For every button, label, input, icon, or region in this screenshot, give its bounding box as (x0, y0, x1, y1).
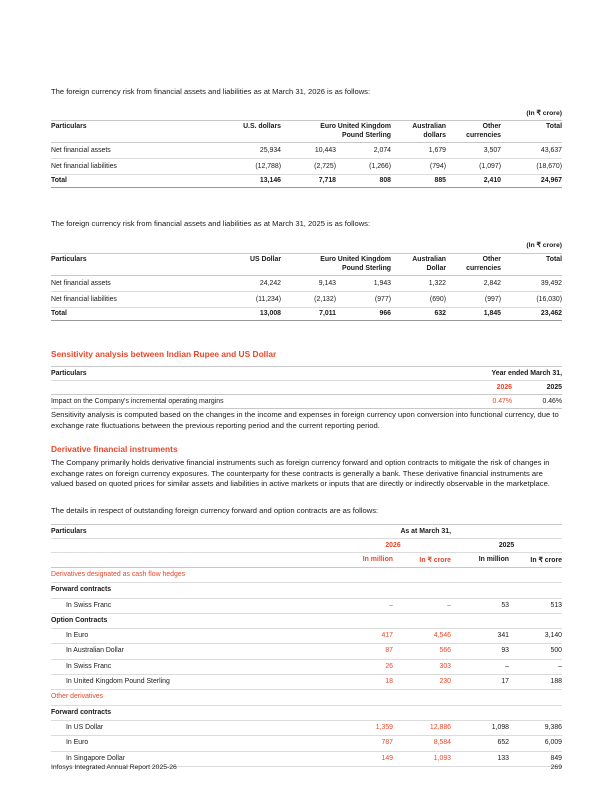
cell (335, 583, 393, 598)
cell: (997) (446, 292, 501, 308)
cell: 188 (550, 678, 562, 686)
cell: 566 (439, 647, 451, 655)
row-label: In Swiss Franc (66, 662, 112, 670)
cell: 2,074 (336, 143, 391, 159)
cell: (2,132) (281, 292, 336, 308)
sensitivity-heading: Sensitivity analysis between Indian Rupee and US Dollar (51, 349, 277, 359)
row-label: In United Kingdom Pound Sterling (66, 678, 170, 686)
col-header: Euro (281, 254, 336, 276)
row-label: Net financial liabilities (51, 159, 226, 175)
cell: (11,234) (226, 292, 281, 308)
cell (393, 568, 451, 583)
cell (451, 705, 509, 720)
col-header: Australian Dollar (391, 254, 446, 276)
cell: (1,097) (446, 159, 501, 175)
derivatives-table (51, 524, 562, 767)
table-row (51, 292, 562, 308)
year-2025: 2025 (546, 384, 562, 391)
cell (393, 583, 451, 598)
section-row (51, 705, 562, 720)
col-header: Particulars (51, 254, 226, 276)
cell: (690) (391, 292, 446, 308)
cell: 149 (381, 754, 393, 762)
sensitivity-note: Sensitivity analysis is computed based on the changes in the income and expenses in foreign currency upon conversion into functional currency, due to exchange rate fluctuations between the previous reporting period and the current reporting period. (51, 410, 559, 430)
col-header: Total (501, 254, 562, 276)
row-label: Forward contracts (51, 586, 112, 594)
cell: (18,670) (501, 159, 562, 175)
section-row (51, 568, 562, 583)
cell: – (447, 601, 451, 609)
col-header: Other currencies (446, 121, 501, 143)
row-label: Net financial assets (51, 143, 226, 159)
col-header: Other currencies (446, 254, 501, 276)
cell (451, 568, 509, 583)
cell (509, 705, 562, 720)
unit-label: (In ₹ crore) (526, 242, 562, 249)
col-header: Particulars (51, 370, 87, 377)
cell: (794) (391, 159, 446, 175)
cell: 303 (439, 662, 451, 670)
cell (509, 613, 562, 628)
cell: 2,842 (446, 276, 501, 292)
cell: 12,886 (429, 723, 451, 731)
row-label: Impact on the Company's incremental operating margins (51, 398, 224, 405)
cell: 787 (381, 739, 393, 747)
cell: (16,030) (501, 292, 562, 308)
cell (393, 705, 451, 720)
cell (451, 690, 509, 705)
cell: 652 (497, 739, 509, 747)
cell: 0.46% (542, 398, 562, 405)
table-row (51, 659, 562, 674)
cell: 1,845 (446, 308, 501, 321)
col-header: In million (362, 556, 393, 563)
row-label: In Euro (66, 632, 89, 640)
cell: 966 (336, 308, 391, 321)
table-row (51, 720, 562, 735)
cell: 885 (391, 175, 446, 188)
row-label: In Singapore Dollar (66, 754, 125, 762)
cell (335, 690, 393, 705)
cell: 1,093 (433, 754, 451, 762)
table-row (51, 629, 562, 644)
section-row (51, 690, 562, 705)
cell: 1,359 (375, 723, 393, 731)
col-header: Year ended March 31, (491, 370, 562, 377)
cell: 23,462 (501, 308, 562, 321)
cell: 13,146 (226, 175, 281, 188)
derivatives-heading: Derivative financial instruments (51, 444, 178, 454)
cell (335, 705, 393, 720)
col-header: United Kingdom Pound Sterling (336, 254, 391, 276)
cell: 93 (501, 647, 509, 655)
cell: 1,679 (391, 143, 446, 159)
cell (509, 583, 562, 598)
cell: 7,718 (281, 175, 336, 188)
section-row (51, 613, 562, 628)
row-label: Forward contracts (51, 708, 112, 716)
cell: 1,943 (336, 276, 391, 292)
cell: – (389, 601, 393, 609)
cell: 26 (385, 662, 393, 670)
cell: – (558, 662, 562, 670)
cell (393, 613, 451, 628)
cell: 24,967 (501, 175, 562, 188)
cell: 87 (385, 647, 393, 655)
col-header: Australian dollars (391, 121, 446, 143)
cell: 9,143 (281, 276, 336, 292)
col-header: In ₹ crore (419, 557, 451, 564)
cell: 9,386 (544, 723, 562, 731)
sensitivity-table (51, 366, 562, 409)
derivatives-details-intro: The details in respect of outstanding foreign currency forward and option contracts are as follows: (51, 506, 379, 515)
col-header: United Kingdom Pound Sterling (336, 121, 391, 143)
row-label: Total (51, 175, 226, 188)
total-row (51, 308, 562, 321)
col-header: Euro (281, 121, 336, 143)
col-header: Total (501, 121, 562, 143)
cell: 632 (391, 308, 446, 321)
row-label: Derivatives designated as cash flow hedges (51, 571, 186, 578)
row-label: Option Contracts (51, 616, 108, 624)
row-label: In Swiss Franc (66, 601, 112, 609)
cell (393, 690, 451, 705)
cell: (12,788) (226, 159, 281, 175)
table-row (51, 644, 562, 659)
cell: 13,008 (226, 308, 281, 321)
row-label: Net financial assets (51, 276, 226, 292)
section-row (51, 583, 562, 598)
cell: 8,584 (433, 739, 451, 747)
cell: 24,242 (226, 276, 281, 292)
table-row (51, 675, 562, 690)
cell: – (505, 662, 509, 670)
year-2026: 2026 (496, 384, 512, 391)
derivatives-paragraph: The Company primarily holds derivative financial instruments such as foreign currency forward and option contracts to mitigate the risk of changes in exchange rates on foreign currency exposures. The counterparty for these contracts is generally a bank. These derivative financial instruments are valued based on quoted prices for similar assets and liabilities in active markets or inputs that are directly or indirectly observable in the marketplace. (51, 458, 550, 488)
cell: 43,637 (501, 143, 562, 159)
fx-risk-table-2026 (51, 120, 562, 188)
cell (335, 613, 393, 628)
row-label: Total (51, 308, 226, 321)
cell: 3,507 (446, 143, 501, 159)
cell: 4,546 (433, 632, 451, 640)
table-row (51, 736, 562, 751)
col-header: In ₹ crore (530, 557, 562, 564)
cell: 230 (439, 678, 451, 686)
cell: 6,009 (544, 739, 562, 747)
cell: 500 (550, 647, 562, 655)
col-header: Particulars (51, 528, 87, 535)
cell: 10,443 (281, 143, 336, 159)
intro-2025: The foreign currency risk from financial assets and liabilities as at March 31, 2025 is as follows: (51, 219, 371, 228)
cell (451, 583, 509, 598)
footer-title: Infosys Integrated Annual Report 2025-26 (51, 764, 177, 771)
page-number: 269 (550, 764, 562, 771)
cell: (2,725) (281, 159, 336, 175)
table-row (51, 276, 562, 292)
cell (451, 613, 509, 628)
total-row (51, 175, 562, 188)
col-header: US Dollar (226, 254, 281, 276)
cell (509, 690, 562, 705)
row-label: Other derivatives (51, 693, 104, 701)
cell: 808 (336, 175, 391, 188)
col-header: Particulars (51, 121, 226, 143)
cell: 133 (497, 754, 509, 762)
cell: 341 (497, 632, 509, 640)
cell: 53 (501, 601, 509, 609)
cell: 7,011 (281, 308, 336, 321)
fx-risk-table-2025 (51, 253, 562, 321)
cell: (977) (336, 292, 391, 308)
cell: 18 (385, 678, 393, 686)
cell: 25,934 (226, 143, 281, 159)
cell: 17 (501, 678, 509, 686)
row-label: In US Dollar (66, 723, 104, 731)
row-label: In Euro (66, 739, 89, 747)
intro-2026: The foreign currency risk from financial assets and liabilities as at March 31, 2026 is as follows: (51, 87, 371, 96)
cell: 0.47% (492, 398, 512, 405)
cell: 2,410 (446, 175, 501, 188)
row-label: In Australian Dollar (66, 647, 124, 655)
table-row (51, 159, 562, 175)
cell: 1,098 (491, 723, 509, 731)
cell (335, 568, 393, 583)
col-header: In million (478, 556, 509, 563)
table-row (51, 395, 562, 409)
cell: (1,266) (336, 159, 391, 175)
cell: 39,492 (501, 276, 562, 292)
cell: 417 (381, 632, 393, 640)
year-2026: 2026 (385, 542, 401, 549)
table-row (51, 598, 562, 613)
col-header: As at March 31, (400, 528, 451, 535)
row-label: Net financial liabilities (51, 292, 226, 308)
cell: 1,322 (391, 276, 446, 292)
col-header: U.S. dollars (226, 121, 281, 143)
cell: 513 (550, 601, 562, 609)
table-row (51, 143, 562, 159)
unit-label: (In ₹ crore) (526, 110, 562, 117)
cell: 3,140 (544, 632, 562, 640)
cell (509, 568, 562, 583)
cell: 849 (550, 754, 562, 762)
year-2025: 2025 (498, 542, 515, 549)
